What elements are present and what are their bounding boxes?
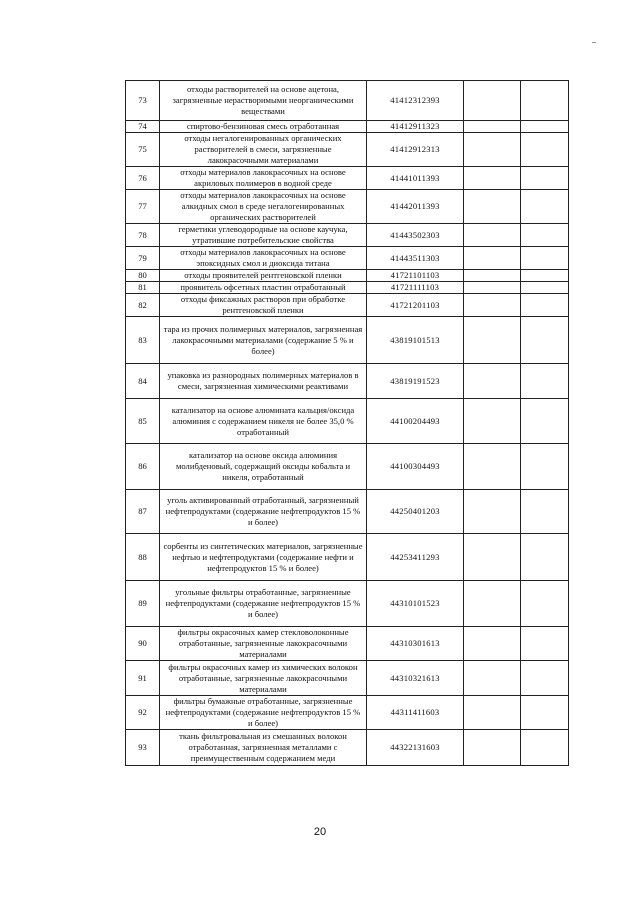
table-row [126,661,569,696]
empty-cell [464,364,521,399]
row-number: 81 [126,282,160,294]
table-row [126,364,569,399]
empty-cell [464,247,521,270]
table-row [126,167,569,190]
waste-name: отходы негалогенированных органических растворителей в смеси, загрязненные лакокрасочными материалами [160,133,367,167]
table-row [126,490,569,534]
empty-cell [464,294,521,317]
row-number: 74 [126,121,160,133]
row-number: 92 [126,696,160,730]
table-row [126,247,569,270]
waste-name: уголь активированный отработанный, загрязненный нефтепродуктами (содержание нефтепродуктов 15 % и более) [160,490,367,534]
table-row [126,627,569,661]
empty-cell [521,490,569,534]
row-number: 77 [126,190,160,224]
fkko-code: 44253411293 [367,534,464,581]
page-number: 20 [313,826,327,838]
empty-cell [464,81,521,121]
empty-cell [521,364,569,399]
table-row [126,399,569,444]
row-number: 84 [126,364,160,399]
table-row [126,534,569,581]
row-number: 82 [126,294,160,317]
empty-cell [464,661,521,696]
empty-cell [464,490,521,534]
empty-cell [464,282,521,294]
empty-cell [464,133,521,167]
fkko-code: 44100304493 [367,444,464,490]
fkko-code: 41721111103 [367,282,464,294]
fkko-code: 41441011393 [367,167,464,190]
row-number: 75 [126,133,160,167]
table-row [126,581,569,627]
empty-cell [464,224,521,247]
row-number: 89 [126,581,160,627]
empty-cell [464,534,521,581]
row-number: 83 [126,317,160,364]
fkko-code: 43819101513 [367,317,464,364]
empty-cell [521,534,569,581]
fkko-code: 44311411603 [367,696,464,730]
waste-name: ткань фильтровальная из смешанных волокон отработанная, загрязненная металлами с преимущественным содержанием меди [160,730,367,766]
waste-name: отходы материалов лакокрасочных на основе алкидных смол в среде негалогенированных органических растворителей [160,190,367,224]
waste-name: катализатор на основе оксида алюминия молибденовый, содержащий оксиды кобальта и никеля, отработанный [160,444,367,490]
row-number: 86 [126,444,160,490]
empty-cell [521,730,569,766]
empty-cell [521,282,569,294]
waste-name: герметики углеводородные на основе каучука, утратившие потребительские свойства [160,224,367,247]
waste-name: отходы фиксажных растворов при обработке рентгеновской пленки [160,294,367,317]
waste-name: отходы материалов лакокрасочных на основе акриловых полимеров в водной среде [160,167,367,190]
fkko-code: 44310101523 [367,581,464,627]
fkko-code: 41412312393 [367,81,464,121]
waste-table-body [126,81,569,766]
waste-name: угольные фильтры отработанные, загрязненные нефтепродуктами (содержание нефтепродуктов 15 % и более) [160,581,367,627]
waste-name: отходы проявителей рентгеновской пленки [160,270,367,282]
empty-cell [521,627,569,661]
waste-name: фильтры окрасочных камер из химических волокон отработанные, загрязненные лакокрасочными материалами [160,661,367,696]
empty-cell [464,317,521,364]
fkko-code: 44322131603 [367,730,464,766]
empty-cell [521,444,569,490]
fkko-code: 44310321613 [367,661,464,696]
empty-cell [464,121,521,133]
table-row [126,294,569,317]
empty-cell [521,121,569,133]
fkko-code: 44250401203 [367,490,464,534]
waste-name: сорбенты из синтетических материалов, загрязненные нефтью и нефтепродуктами (содержание нефти и нефтепродуктов 15 % и более) [160,534,367,581]
empty-cell [464,627,521,661]
table-row [126,133,569,167]
empty-cell [521,167,569,190]
table-row [126,730,569,766]
waste-name: фильтры бумажные отработанные, загрязненные нефтепродуктами (содержание нефтепродуктов 15 % и более) [160,696,367,730]
empty-cell [521,399,569,444]
fkko-code: 41443502303 [367,224,464,247]
waste-name: фильтры окрасочных камер стекловолоконные отработанные, загрязненные лакокрасочными материалами [160,627,367,661]
row-number: 78 [126,224,160,247]
table-row [126,317,569,364]
table-row [126,444,569,490]
waste-name: тара из прочих полимерных материалов, загрязненная лакокрасочными материалами (содержание 5 % и более) [160,317,367,364]
fkko-code: 41412911323 [367,121,464,133]
waste-name: отходы растворителей на основе ацетона, загрязненные нерастворимыми неорганическими веществами [160,81,367,121]
table-row [126,282,569,294]
empty-cell [521,581,569,627]
table-row [126,270,569,282]
empty-cell [464,696,521,730]
row-number: 91 [126,661,160,696]
empty-cell [464,190,521,224]
empty-cell [521,224,569,247]
scan-mark [592,42,596,43]
empty-cell [464,399,521,444]
fkko-code: 41412912313 [367,133,464,167]
table-row [126,121,569,133]
waste-name: спиртово-бензиновая смесь отработанная [160,121,367,133]
fkko-code: 43819191523 [367,364,464,399]
row-number: 85 [126,399,160,444]
empty-cell [521,247,569,270]
fkko-code: 44100204493 [367,399,464,444]
fkko-code: 44310301613 [367,627,464,661]
empty-cell [521,294,569,317]
table-row [126,81,569,121]
waste-table [125,80,569,766]
row-number: 73 [126,81,160,121]
fkko-code: 41443511303 [367,247,464,270]
empty-cell [521,696,569,730]
table-row [126,696,569,730]
row-number: 80 [126,270,160,282]
waste-name: отходы материалов лакокрасочных на основе эпоксидных смол и диоксида титана [160,247,367,270]
waste-name: катализатор на основе алюмината кальция/оксида алюминия с содержанием никеля не более 35,0 % отработанный [160,399,367,444]
row-number: 76 [126,167,160,190]
empty-cell [521,270,569,282]
empty-cell [464,730,521,766]
table-row [126,224,569,247]
fkko-code: 41721201103 [367,294,464,317]
table-row [126,190,569,224]
row-number: 87 [126,490,160,534]
empty-cell [464,270,521,282]
empty-cell [521,661,569,696]
fkko-code: 41721101103 [367,270,464,282]
waste-name: упаковка из разнородных полимерных материалов в смеси, загрязненная химическими реактивами [160,364,367,399]
row-number: 88 [126,534,160,581]
empty-cell [521,190,569,224]
row-number: 93 [126,730,160,766]
empty-cell [521,317,569,364]
row-number: 79 [126,247,160,270]
empty-cell [521,81,569,121]
empty-cell [464,444,521,490]
waste-name: проявитель офсетных пластин отработанный [160,282,367,294]
fkko-code: 41442011393 [367,190,464,224]
empty-cell [464,167,521,190]
row-number: 90 [126,627,160,661]
empty-cell [464,581,521,627]
empty-cell [521,133,569,167]
